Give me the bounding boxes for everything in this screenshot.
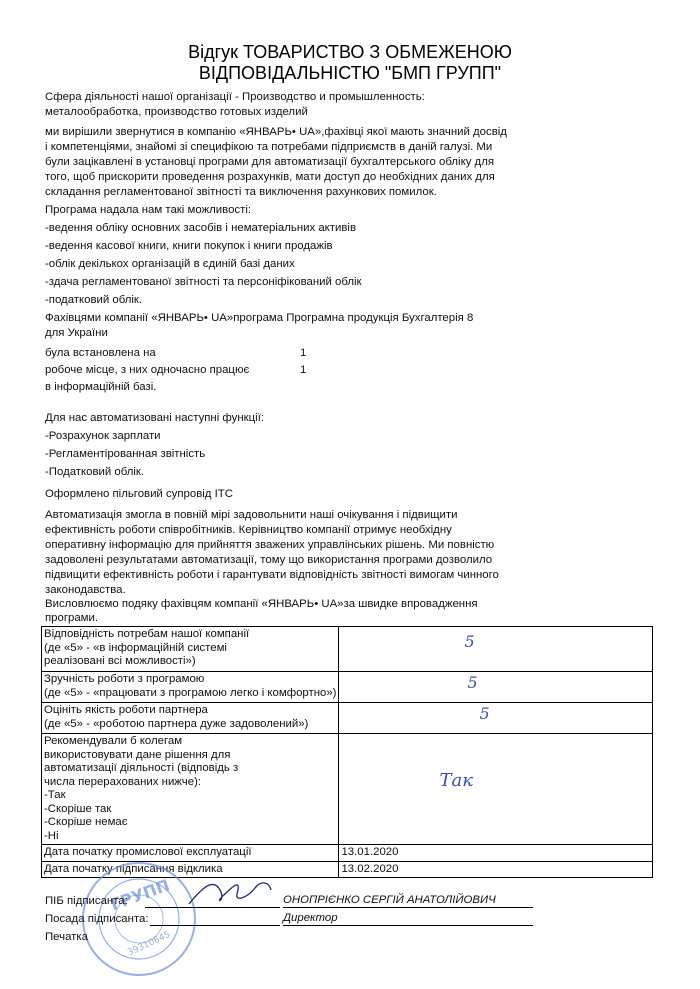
table-row (42, 627, 653, 672)
program-line-2: для України (45, 327, 108, 339)
question-cell (42, 734, 339, 845)
installed-value: 1 (300, 347, 307, 359)
question-text: числа перерахованих нижче): (44, 775, 202, 788)
signer-position-label: Посада підписанта: (45, 913, 149, 925)
review-table (41, 626, 653, 878)
option-text: -Ні (44, 829, 59, 842)
intro-line-3: були зацікавлені в установці програми для автоматизації бухгалтерського обліку для (45, 156, 495, 168)
functions-heading: Для нас автоматизовані наступні функції: (45, 412, 265, 424)
workplace-value: 1 (300, 364, 307, 376)
conclusion-line-1: Автоматизація змогла в повній мірі задовольнити наші очікування і підвищити (45, 509, 458, 521)
stamp-text: ГРУПП (108, 875, 173, 915)
question-cell (42, 627, 339, 672)
answer-cell (339, 703, 653, 734)
question-cell (42, 672, 339, 703)
answer-cell (339, 627, 653, 672)
answer-cell (339, 734, 653, 845)
handwritten-answer: Так (439, 770, 473, 791)
signer-name-line (283, 907, 533, 908)
table-row (42, 672, 653, 703)
its-support: Оформлено пільговий супровід ІТС (45, 488, 233, 500)
question-cell: Дата початку підписання відклика (42, 861, 339, 878)
capability-item: -облік декількох організацій в єдиній базі даних (45, 258, 295, 270)
question-text: реалізовані всі можливості») (44, 655, 196, 667)
option-text: -Скоріше так (44, 802, 112, 815)
conclusion-line-4: задоволені результатами автоматизації, тому що використання програми дозволило (45, 554, 493, 566)
thanks-line-1: Висловлюємо подяку фахівцям компанії «ЯНВАРЬ• UA»за швидке впровадження (45, 598, 478, 610)
conclusion-line-6: законодавства. (45, 584, 126, 596)
capability-item: -здача регламентованої звітності та персоніфікований облік (45, 276, 362, 288)
question-text: Рекомендували б колегам (44, 735, 183, 747)
table-row (42, 703, 653, 734)
title-line-1: Відгук ТОВАРИСТВО З ОБМЕЖЕНОЮ (188, 42, 512, 62)
workplace-label-2: в інформаційній базі. (45, 381, 157, 393)
handwritten-answer: 5 (467, 673, 478, 692)
signer-position-line (283, 925, 533, 926)
function-item: -Податковий облік. (45, 466, 145, 478)
conclusion-line-3: оперативну інформацію для прийняття зважених управлінських рішень. Ми повністю (45, 539, 495, 551)
sphere-line-2: металообработка, производство готовых изделий (45, 106, 308, 118)
table-row (42, 734, 653, 845)
program-line-1: Фахівцями компанії «ЯНВАРЬ• UA»програма Програмна продукція Бухгалтерія 8 (45, 312, 474, 324)
signer-name-label: ПІБ підписанта: (45, 895, 128, 907)
answer-cell: 13.02.2020 (339, 861, 653, 878)
intro-line-2: і компетенціями, знайомі зі специфікою та потребами підприємств в даній галузі. Ми (45, 141, 493, 153)
thanks-line-2: програми. (45, 612, 99, 624)
handwritten-signature (185, 874, 275, 910)
capability-item: -ведення обліку основних засобів і нематеріальних активів (45, 222, 357, 234)
question-text: (де «5» - «роботою партнера дуже задоволений») (44, 717, 309, 730)
option-text: -Скоріше немає (44, 816, 128, 828)
answer-cell: 13.01.2020 (339, 845, 653, 862)
option-text: -Так (44, 789, 66, 801)
question-text: автоматизації діяльності (відповідь з (44, 762, 239, 774)
question-cell: Дата початку промислової експлуатації (42, 845, 339, 862)
answer-cell (339, 672, 653, 703)
intro-line-1: ми вирішили звернутися в компанію «ЯНВАРЬ• UA»,фахівці якої мають значний досвід (45, 126, 507, 138)
conclusion-line-2: ефективність роботи співробітників. Керівництво компанії отримує необхідну (45, 524, 452, 536)
question-text: Відповідність потребам нашої компанії (44, 628, 250, 640)
capabilities-heading: Програма надала нам такі можливості: (45, 204, 252, 216)
question-text: (де «5» - «в інформаційній системі (44, 641, 227, 654)
question-text: Оцініть якість роботи партнера (44, 704, 208, 716)
capability-item: -ведення касової книги, книги покупок і книги продажів (45, 240, 333, 252)
handwritten-answer: 5 (464, 632, 475, 651)
function-item: -Регламентірованная звітність (45, 448, 206, 460)
question-text: використовувати дане рішення для (44, 748, 231, 761)
question-text: (де «5» - «працювати з програмою легко і комфортно») (44, 686, 337, 699)
question-text: Зручність роботи з програмою (44, 673, 205, 685)
signer-position: Директор (283, 912, 338, 924)
intro-line-4: того, щоб прискорити проведення розрахунків, мати доступ до необхідних даних для (45, 171, 495, 183)
signer-name: ОНОПРІЄНКО СЕРГІЙ АНАТОЛІЙОВИЧ (283, 894, 496, 906)
capability-item: -податковий облік. (45, 294, 143, 306)
intro-line-5: складання регламентованої звітності та виключення рахункових помилок. (45, 186, 437, 198)
handwritten-answer: 5 (479, 704, 490, 723)
position-line (150, 925, 280, 926)
installed-label: була встановлена на (45, 347, 156, 359)
stamp-label: Печатка (45, 931, 88, 943)
sphere-line-1: Сфера діяльності нашої організації - Производство и промышленность: (45, 91, 425, 103)
stamp-code: 39310645 (126, 929, 173, 959)
conclusion-line-5: підвищити ефективність роботи і гарантувати відповідність звітності вимогам чинного (45, 569, 499, 581)
workplace-label-1: робоче місце, з них одночасно працює (45, 364, 250, 376)
title-line-2: ВІДПОВІДАЛЬНІСТЮ "БМП ГРУПП" (198, 63, 502, 83)
question-cell (42, 703, 339, 734)
function-item: -Розрахунок зарплати (45, 430, 161, 442)
document-title (0, 42, 700, 84)
table-row (42, 845, 653, 862)
